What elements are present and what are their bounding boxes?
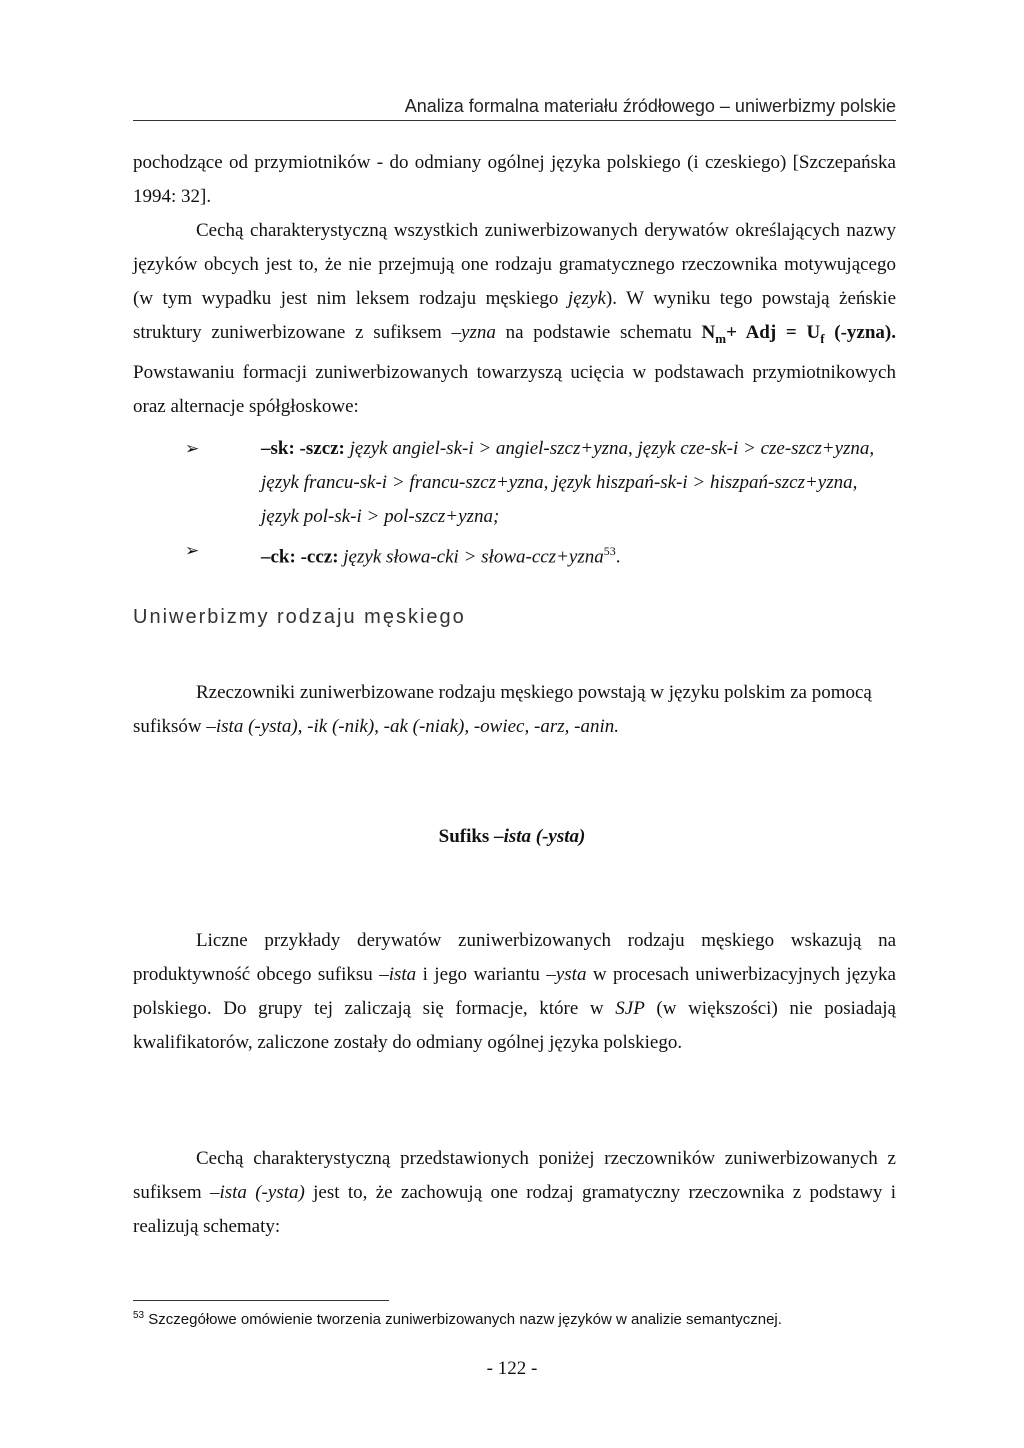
header-rule: [133, 120, 896, 121]
subsection-heading: [0, 826, 1024, 848]
text-segment: –ck: -ccz:: [261, 546, 339, 568]
list-item: [133, 432, 896, 534]
text-segment: w procesach uniwerbizacyjnych języka polskiego. Do grupy tej zaliczają się formacje, które w: [133, 964, 896, 1019]
section-heading: Uniwerbizmy rodzaju męskiego: [133, 606, 466, 628]
text-segment: pochodzące od przymiotników - do odmiany ogólnej języka polskiego (i czeskiego) [Szczepańska 1994: 32].: [133, 152, 896, 207]
text-segment: Liczne przykłady derywatów zuniwerbizowanych rodzaju męskiego wskazują na produktywność obcego sufiksu: [133, 930, 896, 985]
text-segment: Rzeczowniki zuniwerbizowane rodzaju męskiego powstają w języku polskim za pomocą sufiksów: [133, 682, 872, 737]
text-segment: .: [615, 546, 621, 568]
text-segment: –ista (-ysta): [209, 1182, 305, 1203]
text-segment: ). W wyniku tego powstają żeńskie struktury zuniwerbizowane z sufiksem: [133, 288, 897, 343]
text-segment: m: [715, 330, 727, 346]
paragraph-ista-schemes: [133, 1142, 896, 1244]
text-segment: język: [567, 288, 606, 309]
text-segment: Sufiks: [438, 826, 495, 847]
list-item: [133, 534, 896, 574]
footnote: [133, 1310, 896, 1328]
text-segment: –ysta: [546, 964, 587, 985]
alternation-sk-szcz: [261, 432, 896, 534]
text-segment: SJP: [615, 998, 645, 1019]
footnote-text: Szczegółowe omówienie tworzenia zuniwerbizowanych nazw języków w analizie semantycznej.: [148, 1311, 782, 1328]
paragraph-masculine-suffixes: [133, 676, 896, 744]
paragraph-language-names: [133, 214, 896, 424]
text-segment: (-yzna).: [824, 322, 897, 343]
text-segment: –ista (-ysta), -ik (-nik), -ak (-niak), -owiec, -arz, -anin.: [206, 716, 619, 737]
text-segment: Cechą charakterystyczną przedstawionych poniżej rzeczowników zuniwerbizowanych z sufiksem: [133, 1148, 896, 1203]
arrow-bullet-icon: ➢: [185, 439, 200, 459]
arrow-bullet-icon: ➢: [185, 541, 200, 561]
text-segment: + Adj = U: [726, 322, 821, 343]
text-segment: –ista: [379, 964, 417, 985]
text-segment: –ista (-ysta): [494, 826, 586, 847]
paragraph-continuation: [133, 146, 896, 214]
text-segment: język angiel-sk-i > angiel-szcz+yzna, język cze-sk-i > cze-szcz+yzna, język francu-sk-i > francu-szcz+yzna, język hiszpań-sk-i > hiszpań-szcz+yzna, język pol-sk-i > pol-szcz+yzna;: [261, 438, 875, 527]
page-number: - 122 -: [486, 1358, 538, 1379]
text-segment: f: [820, 330, 825, 346]
footnote-rule: [133, 1300, 389, 1301]
text-segment: i jego wariantu: [416, 964, 547, 985]
alternation-ck-ccz: [261, 534, 896, 574]
alternation-list: [133, 432, 896, 574]
running-header: Analiza formalna materiału źródłowego – uniwerbizmy polskie: [404, 96, 896, 116]
text-segment: N: [701, 322, 716, 343]
text-segment: Cechą charakterystyczną wszystkich zuniwerbizowanych derywatów określających nazwy języków obcych jest to, że nie przejmują one rodzaju gramatycznego rzeczownika motywującego (w tym wypadku jest nim leksem rodzaju męskiego: [133, 220, 896, 309]
text-segment: jest to, że zachowują one rodzaj gramatyczny rzeczownika z podstawy i realizują schematy:: [133, 1182, 896, 1237]
text-segment: język słowa-cki > słowa-ccz+yzna: [343, 546, 604, 568]
text-segment: (w większości) nie posiadają kwalifikatorów, zaliczone zostały do odmiany ogólnej języka polskiego.: [133, 998, 896, 1053]
text-segment: –sk: -szcz:: [261, 438, 345, 459]
text-segment: na podstawie schematu: [495, 322, 702, 343]
text-segment: 53: [603, 544, 616, 558]
paragraph-ista-productivity: [133, 924, 896, 1060]
text-segment: Powstawaniu formacji zuniwerbizowanych towarzyszą ucięcia w podstawach przymiotnikowych oraz alternacje spółgłoskowe:: [133, 361, 896, 417]
footnote-number: 53: [133, 1310, 145, 1321]
text-segment: –yzna: [451, 322, 496, 343]
